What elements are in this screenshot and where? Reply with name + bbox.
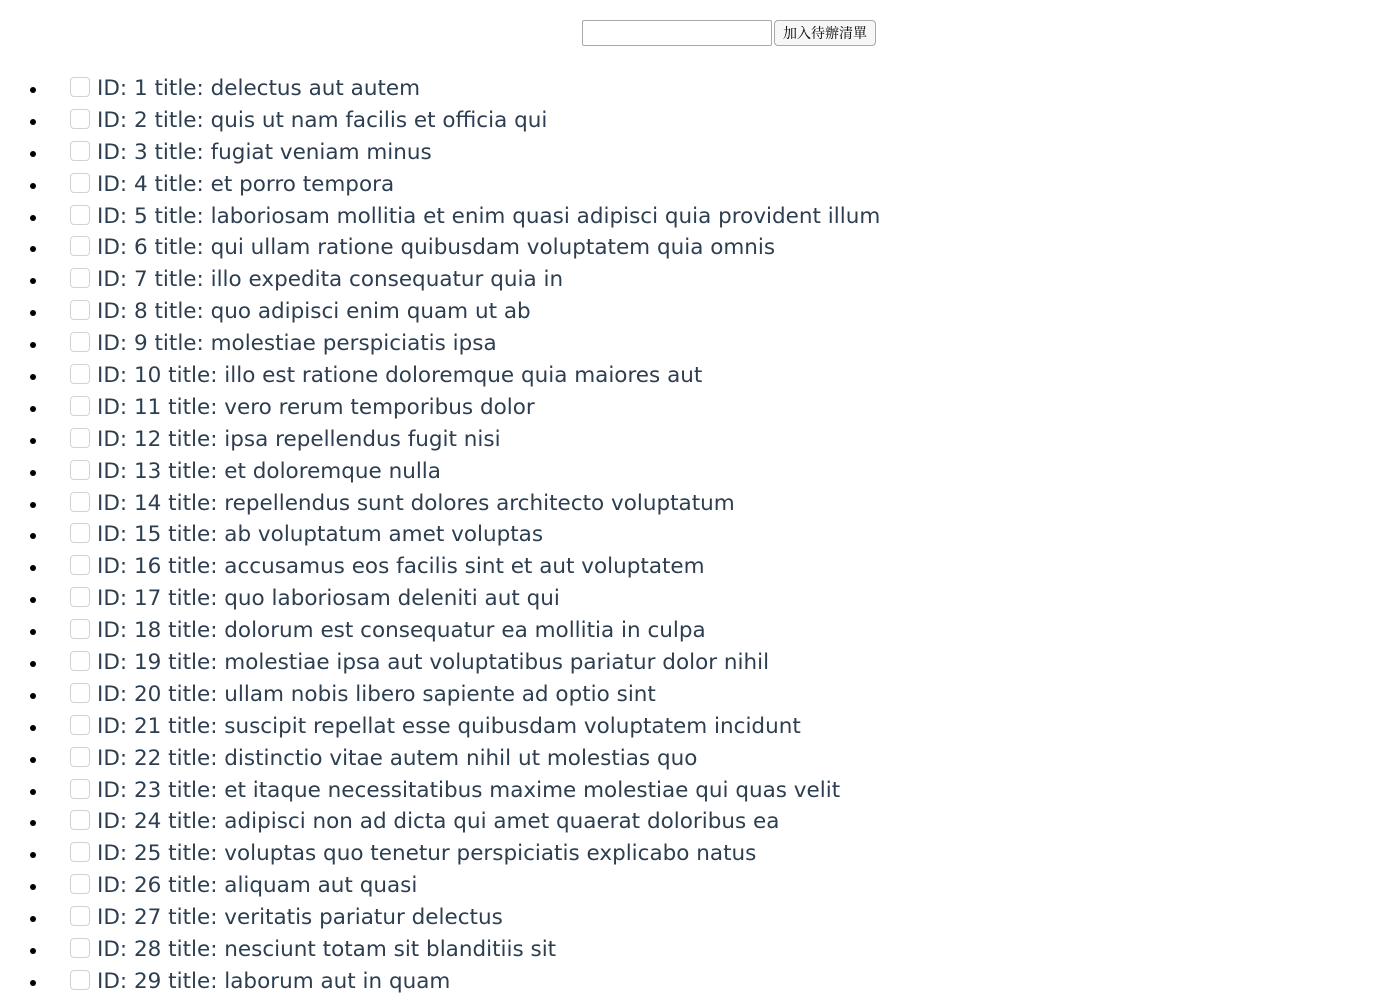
todo-checkbox[interactable] — [70, 173, 90, 193]
todo-item — [48, 902, 1368, 934]
todo-text: ID: 5 title: laboriosam mollitia et enim quasi adipisci quia provident illum — [97, 203, 881, 229]
todo-checkbox[interactable] — [70, 715, 90, 735]
todo-checkbox[interactable] — [70, 587, 90, 607]
todo-checkbox[interactable] — [70, 651, 90, 671]
todo-input[interactable] — [582, 20, 772, 46]
todo-item — [48, 934, 1368, 966]
todo-checkbox[interactable] — [70, 141, 90, 161]
todo-text: ID: 19 title: molestiae ipsa aut voluptatibus pariatur dolor nihil — [97, 650, 770, 676]
todo-checkbox[interactable] — [70, 906, 90, 926]
todo-checkbox[interactable] — [70, 523, 90, 543]
todo-item — [48, 711, 1368, 743]
todo-text: ID: 6 title: qui ullam ratione quibusdam voluptatem quia omnis — [97, 235, 776, 261]
todo-item — [48, 105, 1368, 137]
add-to-todo-list-button[interactable]: 加入待辦清單 — [774, 20, 876, 46]
todo-text: ID: 4 title: et porro tempora — [97, 171, 395, 197]
todo-text: ID: 21 title: suscipit repellat esse quibusdam voluptatem incidunt — [97, 713, 801, 739]
todo-checkbox[interactable] — [70, 77, 90, 97]
todo-item — [48, 743, 1368, 775]
todo-checkbox[interactable] — [70, 268, 90, 288]
todo-item — [48, 647, 1368, 679]
todo-item — [48, 328, 1368, 360]
add-todo-form — [582, 20, 876, 46]
todo-text: ID: 22 title: distinctio vitae autem nihil ut molestias quo — [97, 745, 698, 771]
todo-checkbox[interactable] — [70, 332, 90, 352]
todo-text: ID: 2 title: quis ut nam facilis et officia qui — [97, 107, 548, 133]
todo-list — [0, 73, 1368, 998]
todo-text: ID: 8 title: quo adipisci enim quam ut ab — [97, 299, 531, 325]
todo-item — [48, 806, 1368, 838]
todo-text: ID: 12 title: ipsa repellendus fugit nisi — [97, 426, 501, 452]
todo-checkbox[interactable] — [70, 842, 90, 862]
todo-text: ID: 15 title: ab voluptatum amet voluptas — [97, 522, 544, 548]
todo-checkbox[interactable] — [70, 205, 90, 225]
todo-text: ID: 25 title: voluptas quo tenetur perspiciatis explicabo natus — [97, 841, 757, 867]
todo-item — [48, 488, 1368, 520]
todo-item — [48, 775, 1368, 807]
todo-checkbox[interactable] — [70, 779, 90, 799]
todo-item — [48, 583, 1368, 615]
todo-text: ID: 3 title: fugiat veniam minus — [97, 139, 432, 165]
todo-item — [48, 838, 1368, 870]
todo-item — [48, 264, 1368, 296]
todo-item — [48, 966, 1368, 998]
todo-text: ID: 14 title: repellendus sunt dolores architecto voluptatum — [97, 490, 735, 516]
todo-text: ID: 16 title: accusamus eos facilis sint et aut voluptatem — [97, 554, 705, 580]
todo-text: ID: 26 title: aliquam aut quasi — [97, 873, 418, 899]
todo-text: ID: 27 title: veritatis pariatur delectus — [97, 905, 503, 931]
todo-item — [48, 73, 1368, 105]
todo-text: ID: 17 title: quo laboriosam deleniti aut qui — [97, 586, 560, 612]
todo-text: ID: 29 title: laborum aut in quam — [97, 968, 451, 994]
todo-item — [48, 296, 1368, 328]
todo-checkbox[interactable] — [70, 970, 90, 990]
todo-text: ID: 28 title: nesciunt totam sit blanditiis sit — [97, 937, 557, 963]
todo-checkbox[interactable] — [70, 109, 90, 129]
todo-checkbox[interactable] — [70, 810, 90, 830]
todo-checkbox[interactable] — [70, 236, 90, 256]
todo-item — [48, 232, 1368, 264]
todo-text: ID: 9 title: molestiae perspiciatis ipsa — [97, 331, 497, 357]
todo-text: ID: 20 title: ullam nobis libero sapiente ad optio sint — [97, 681, 656, 707]
todo-text: ID: 24 title: adipisci non ad dicta qui amet quaerat doloribus ea — [97, 809, 780, 835]
todo-text: ID: 23 title: et itaque necessitatibus maxime molestiae qui quas velit — [97, 777, 841, 803]
todo-checkbox[interactable] — [70, 747, 90, 767]
todo-checkbox[interactable] — [70, 938, 90, 958]
todo-checkbox[interactable] — [70, 619, 90, 639]
todo-text: ID: 7 title: illo expedita consequatur quia in — [97, 267, 564, 293]
todo-item — [48, 615, 1368, 647]
todo-item — [48, 456, 1368, 488]
todo-text: ID: 13 title: et doloremque nulla — [97, 458, 441, 484]
todo-text: ID: 18 title: dolorum est consequatur ea mollitia in culpa — [97, 618, 706, 644]
todo-text: ID: 1 title: delectus aut autem — [97, 76, 421, 101]
todo-item — [48, 137, 1368, 169]
todo-item — [48, 870, 1368, 902]
todo-item — [48, 424, 1368, 456]
todo-checkbox[interactable] — [70, 460, 90, 480]
todo-checkbox[interactable] — [70, 555, 90, 575]
todo-checkbox[interactable] — [70, 492, 90, 512]
todo-item — [48, 360, 1368, 392]
todo-item — [48, 201, 1368, 233]
todo-checkbox[interactable] — [70, 683, 90, 703]
todo-item — [48, 392, 1368, 424]
todo-item — [48, 551, 1368, 583]
todo-item — [48, 519, 1368, 551]
todo-text: ID: 11 title: vero rerum temporibus dolor — [97, 394, 535, 420]
todo-item — [48, 679, 1368, 711]
todo-checkbox[interactable] — [70, 364, 90, 384]
todo-checkbox[interactable] — [70, 874, 90, 894]
todo-checkbox[interactable] — [70, 300, 90, 320]
todo-text: ID: 10 title: illo est ratione doloremque quia maiores aut — [97, 363, 703, 389]
todo-checkbox[interactable] — [70, 428, 90, 448]
todo-checkbox[interactable] — [70, 396, 90, 416]
todo-item — [48, 169, 1368, 201]
